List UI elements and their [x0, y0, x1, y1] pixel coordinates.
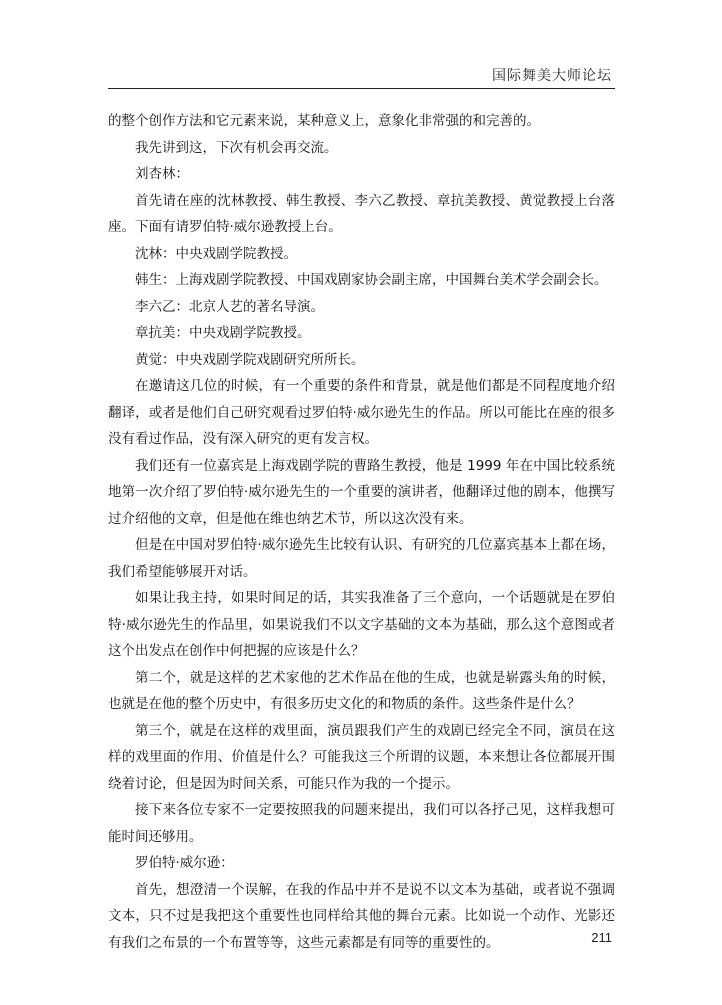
- paragraph: 第三个，就是在这样的戏里面，演员跟我们产生的戏剧已经完全不同，演员在这样的戏里面的作用、价值是什么？可能我这三个所谓的议题，本来想让各位都展开围绕着讨论，但是因为时间关系，可能只作为我的一个提示。: [108, 722, 615, 792]
- paragraph: 第二个，就是这样的艺术家他的艺术作品在他的生成，也就是崭露头角的时候，也就是在他的整个历史中，有很多历史文化的和物质的条件。这些条件是什么？: [108, 669, 615, 712]
- paragraph: 如果让我主持，如果时间足的话，其实我准备了三个意向，一个话题就是在罗伯特·威尔逊先生的作品里，如果说我们不以文字基础的文本为基础，那么这个意图或者这个出发点在创作中何把握的应该是什么？: [108, 590, 615, 659]
- speaker-label: 罗伯特·威尔逊：: [135, 855, 234, 871]
- paragraph: 章抗美：中央戏剧学院教授。: [135, 325, 311, 341]
- body-text: [108, 108, 615, 956]
- paragraph: 韩生：上海戏剧学院教授、中国戏剧家协会副主席，中国舞台美术学会副会长。: [135, 272, 608, 288]
- paragraph: 首先，想澄清一个误解，在我的作品中并不是说不以文本为基础，或者说不强调文本，只不过是我把这个重要性也同样给其他的舞台元素。比如说一个动作、光影还有我们之布景的一个布置等等，这些元素都是有同等的重要性的。: [108, 881, 615, 951]
- paragraph: 我先讲到这，下次有机会再交流。: [135, 139, 338, 156]
- paragraph: 我们还有一位嘉宾是上海戏剧学院的曹路生教授，他是 1999 年在中国比较系统地第一次介绍了罗伯特·威尔逊先生的一个重要的演讲者，他翻译过他的剧本，他撰写过介绍他的文章，但是他在维也纳艺术节，所以这次没有来。: [108, 457, 615, 527]
- paragraph: 接下来各位专家不一定要按照我的问题来提出，我们可以各抒己见，这样我想可能时间还够用。: [108, 802, 615, 845]
- paragraph: 黄觉：中央戏剧学院戏剧研究所所长。: [135, 351, 365, 368]
- page-number: 211: [591, 930, 612, 945]
- paragraph: 但是在中国对罗伯特·威尔逊先生比较有认识、有研究的几位嘉宾基本上都在场，我们希望能够展开对话。: [108, 537, 615, 580]
- header-divider: [108, 88, 615, 89]
- paragraph: 的整个创作方法和它元素来说，某种意义上，意象化非常强的和完善的。: [108, 113, 540, 129]
- paragraph: 首先请在座的沈林教授、韩生教授、李六乙教授、章抗美教授、黄觉教授上台落座。下面有请罗伯特·威尔逊教授上台。: [108, 192, 615, 235]
- paragraph: 在邀请这几位的时候，有一个重要的条件和背景，就是他们都是不同程度地介绍翻译，或者是他们自己研究观看过罗伯特·威尔逊先生的作品。所以可能比在座的很多没有看过作品，没有深入研究的更有发言权。: [108, 378, 615, 447]
- paragraph: 李六乙：北京人艺的著名导演。: [135, 298, 324, 315]
- speaker-label: 刘杏林：: [135, 166, 189, 182]
- running-header-title: 国际舞美大师论坛: [492, 68, 612, 84]
- paragraph: 沈林：中央戏剧学院教授。: [135, 245, 297, 262]
